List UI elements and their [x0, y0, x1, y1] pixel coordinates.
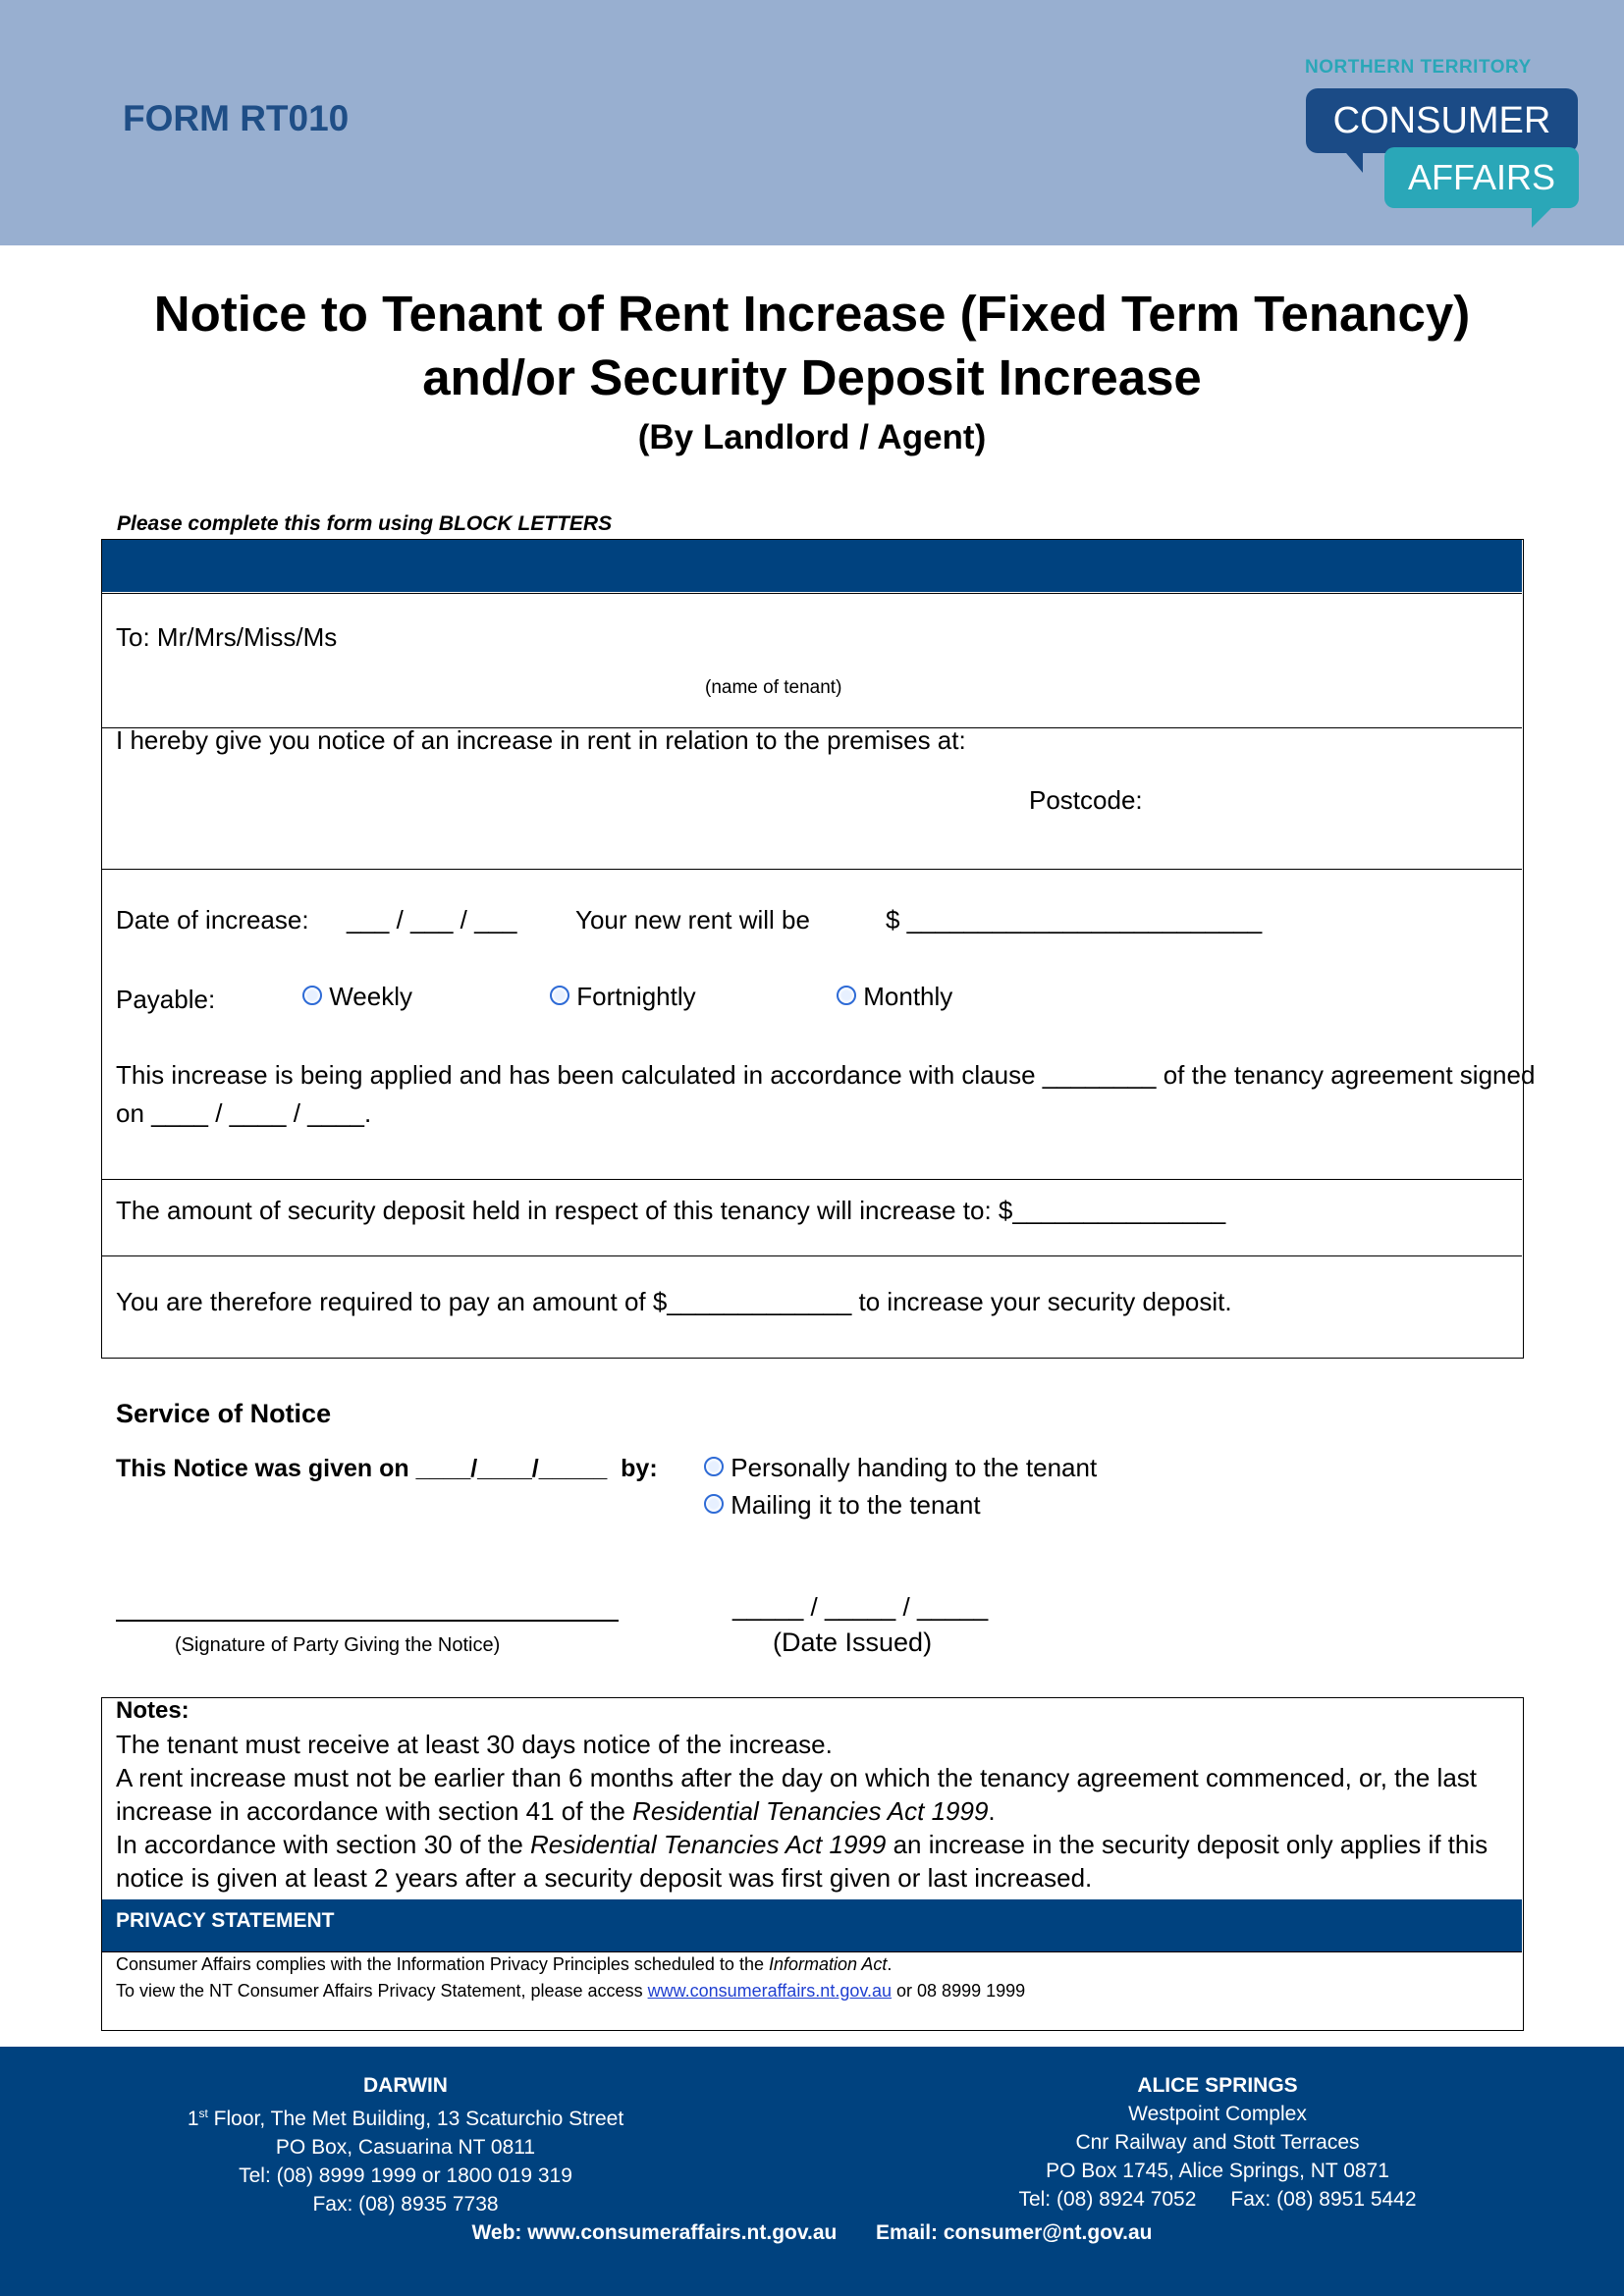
postcode-label: Postcode:	[1029, 785, 1143, 815]
page-subtitle: (By Landlord / Agent)	[637, 418, 987, 456]
radio-icon[interactable]	[837, 986, 856, 1005]
notes-line: A rent increase must not be earlier than 6 months after the day on which the tenancy agreement commenced, or, the last	[116, 1763, 1477, 1792]
logo-affairs: AFFAIRS	[1384, 147, 1579, 208]
date-of-increase-label: Date of increase:	[116, 905, 309, 934]
premises-label: I hereby give you notice of an increase in rent in relation to the premises at:	[116, 725, 966, 755]
divider	[102, 869, 1522, 870]
pay-amount-text[interactable]: You are therefore required to pay an amount of $_____________ to increase your security deposit.	[116, 1287, 1232, 1316]
signature-line[interactable]	[116, 1620, 619, 1622]
form-number: FORM RT010	[123, 98, 350, 138]
notes-text-span: an increase in the security deposit only applies if this	[886, 1830, 1489, 1859]
radio-icon[interactable]	[704, 1457, 724, 1476]
footer-alice-line: Cnr Railway and Stott Terraces	[1075, 2131, 1360, 2154]
payable-label: Payable:	[116, 985, 216, 1014]
page-title: Notice to Tenant of Rent Increase (Fixed Term Tenancy)	[153, 286, 1471, 342]
payable-fortnightly-option[interactable]	[550, 982, 696, 1012]
form-header-bar	[102, 540, 1522, 592]
divider	[102, 1255, 1522, 1256]
notes-heading: Notes:	[116, 1697, 189, 1724]
service-heading: Service of Notice	[116, 1399, 332, 1428]
radio-icon[interactable]	[704, 1494, 724, 1514]
footer-darwin	[135, 2071, 676, 2218]
logo-bubble-tail-2	[1532, 204, 1555, 228]
new-rent-label: Your new rent will be	[575, 905, 810, 934]
footer-darwin-line: PO Box, Casuarina NT 0811	[275, 2136, 536, 2159]
privacy-text-span: Consumer Affairs complies with the Information Privacy Principles scheduled to the	[116, 1954, 769, 1974]
act-name: Residential Tenancies Act 1999	[530, 1830, 887, 1859]
form-box	[101, 539, 1524, 1359]
logo-region-text: NORTHERN TERRITORY	[1305, 57, 1532, 78]
radio-icon[interactable]	[302, 986, 322, 1005]
divider	[102, 593, 1522, 594]
footer-text-sup: st	[198, 2107, 208, 2120]
tenant-name-caption: (name of tenant)	[705, 677, 842, 698]
notes-text	[116, 1728, 1488, 1895]
footer-alice-line: Westpoint Complex	[1128, 2103, 1307, 2125]
footer-darwin-line	[135, 2100, 676, 2133]
privacy-line	[116, 1978, 1025, 2004]
privacy-heading: PRIVACY STATEMENT	[116, 1909, 335, 1932]
payable-weekly-option[interactable]	[302, 982, 412, 1012]
privacy-line	[116, 1951, 1025, 1978]
privacy-link[interactable]: www.consumeraffairs.nt.gov.au	[647, 1981, 893, 2001]
payable-monthly-label: Monthly	[863, 982, 953, 1011]
privacy-text-span: or 08 8999 1999	[892, 1981, 1026, 2001]
footer-darwin-heading: DARWIN	[363, 2074, 448, 2097]
to-label: To: Mr/Mrs/Miss/Ms	[116, 622, 338, 652]
divider	[102, 1179, 1522, 1180]
footer-email[interactable]: Email: consumer@nt.gov.au	[876, 2221, 1153, 2244]
footer-darwin-line: Fax: (08) 8935 7738	[312, 2193, 499, 2216]
deposit-increase-text[interactable]: The amount of security deposit held in respect of this tenancy will increase to: $_______________	[116, 1196, 1226, 1225]
notes-text-span: .	[988, 1796, 996, 1826]
act-name: Residential Tenancies Act 1999	[632, 1796, 989, 1826]
clause-text[interactable]: This increase is being applied and has been calculated in accordance with clause ________ of the tenancy agreement signed	[116, 1060, 1536, 1090]
date-issued-caption: (Date Issued)	[773, 1628, 933, 1657]
page-title-line2: and/or Security Deposit Increase	[422, 349, 1202, 405]
footer-contact	[0, 2218, 1624, 2247]
notes-text-span: increase in accordance with section 41 of the	[116, 1796, 633, 1826]
footer-web[interactable]: Web: www.consumeraffairs.nt.gov.au	[471, 2221, 838, 2244]
privacy-text-span: .	[887, 1954, 893, 1974]
notes-line: notice is given at least 2 years after a security deposit was first given or last increased.	[116, 1863, 1093, 1893]
notes-line	[116, 1828, 1488, 1861]
service-personal-label: Personally handing to the tenant	[731, 1453, 1098, 1482]
footer-alice-line: Tel: (08) 8924 7052 Fax: (08) 8951 5442	[1018, 2188, 1417, 2211]
footer	[0, 2047, 1624, 2296]
logo-bubble-tail	[1341, 147, 1363, 173]
footer-text-span: Floor, The Met Building, 13 Scaturchio Street	[207, 2108, 624, 2130]
footer-alice-line: PO Box 1745, Alice Springs, NT 0871	[1046, 2160, 1389, 2182]
payable-fortnightly-label: Fortnightly	[576, 982, 696, 1011]
service-mail-option[interactable]	[704, 1490, 981, 1521]
new-rent-field[interactable]: $ _________________________	[886, 905, 1263, 934]
date-of-increase-field[interactable]: ___ / ___ / ___	[347, 905, 517, 934]
footer-alice	[982, 2071, 1453, 2214]
footer-alice-heading: ALICE SPRINGS	[1137, 2074, 1298, 2097]
act-name: Information Act	[768, 1954, 888, 1974]
footer-text-span: 1	[187, 2108, 199, 2130]
notes-line	[116, 1794, 1488, 1828]
date-issued-field[interactable]: _____ / _____ / _____	[732, 1592, 989, 1622]
service-mail-label: Mailing it to the tenant	[731, 1490, 981, 1520]
privacy-text	[116, 1951, 1025, 2004]
service-personal-option[interactable]	[704, 1453, 1097, 1483]
clause-signed-date[interactable]: on ____ / ____ / ____.	[116, 1098, 372, 1128]
notice-given-on[interactable]: This Notice was given on ____/____/_____ by:	[116, 1455, 658, 1482]
notes-line: The tenant must receive at least 30 days notice of the increase.	[116, 1730, 833, 1759]
form-instruction: Please complete this form using BLOCK LETTERS	[117, 512, 613, 535]
premises-address-field[interactable]	[116, 766, 1019, 844]
postcode-field[interactable]	[1149, 780, 1483, 816]
payable-monthly-option[interactable]	[837, 982, 952, 1012]
tenant-name-field[interactable]	[316, 616, 1494, 652]
payable-weekly-label: Weekly	[329, 982, 413, 1011]
privacy-text-span: To view the NT Consumer Affairs Privacy Statement, please access	[116, 1981, 648, 2001]
logo-consumer: CONSUMER	[1306, 88, 1578, 153]
footer-darwin-line: Tel: (08) 8999 1999 or 1800 019 319	[239, 2164, 572, 2187]
notes-text-span: In accordance with section 30 of the	[116, 1830, 531, 1859]
signature-caption: (Signature of Party Giving the Notice)	[175, 1634, 501, 1656]
radio-icon[interactable]	[550, 986, 569, 1005]
